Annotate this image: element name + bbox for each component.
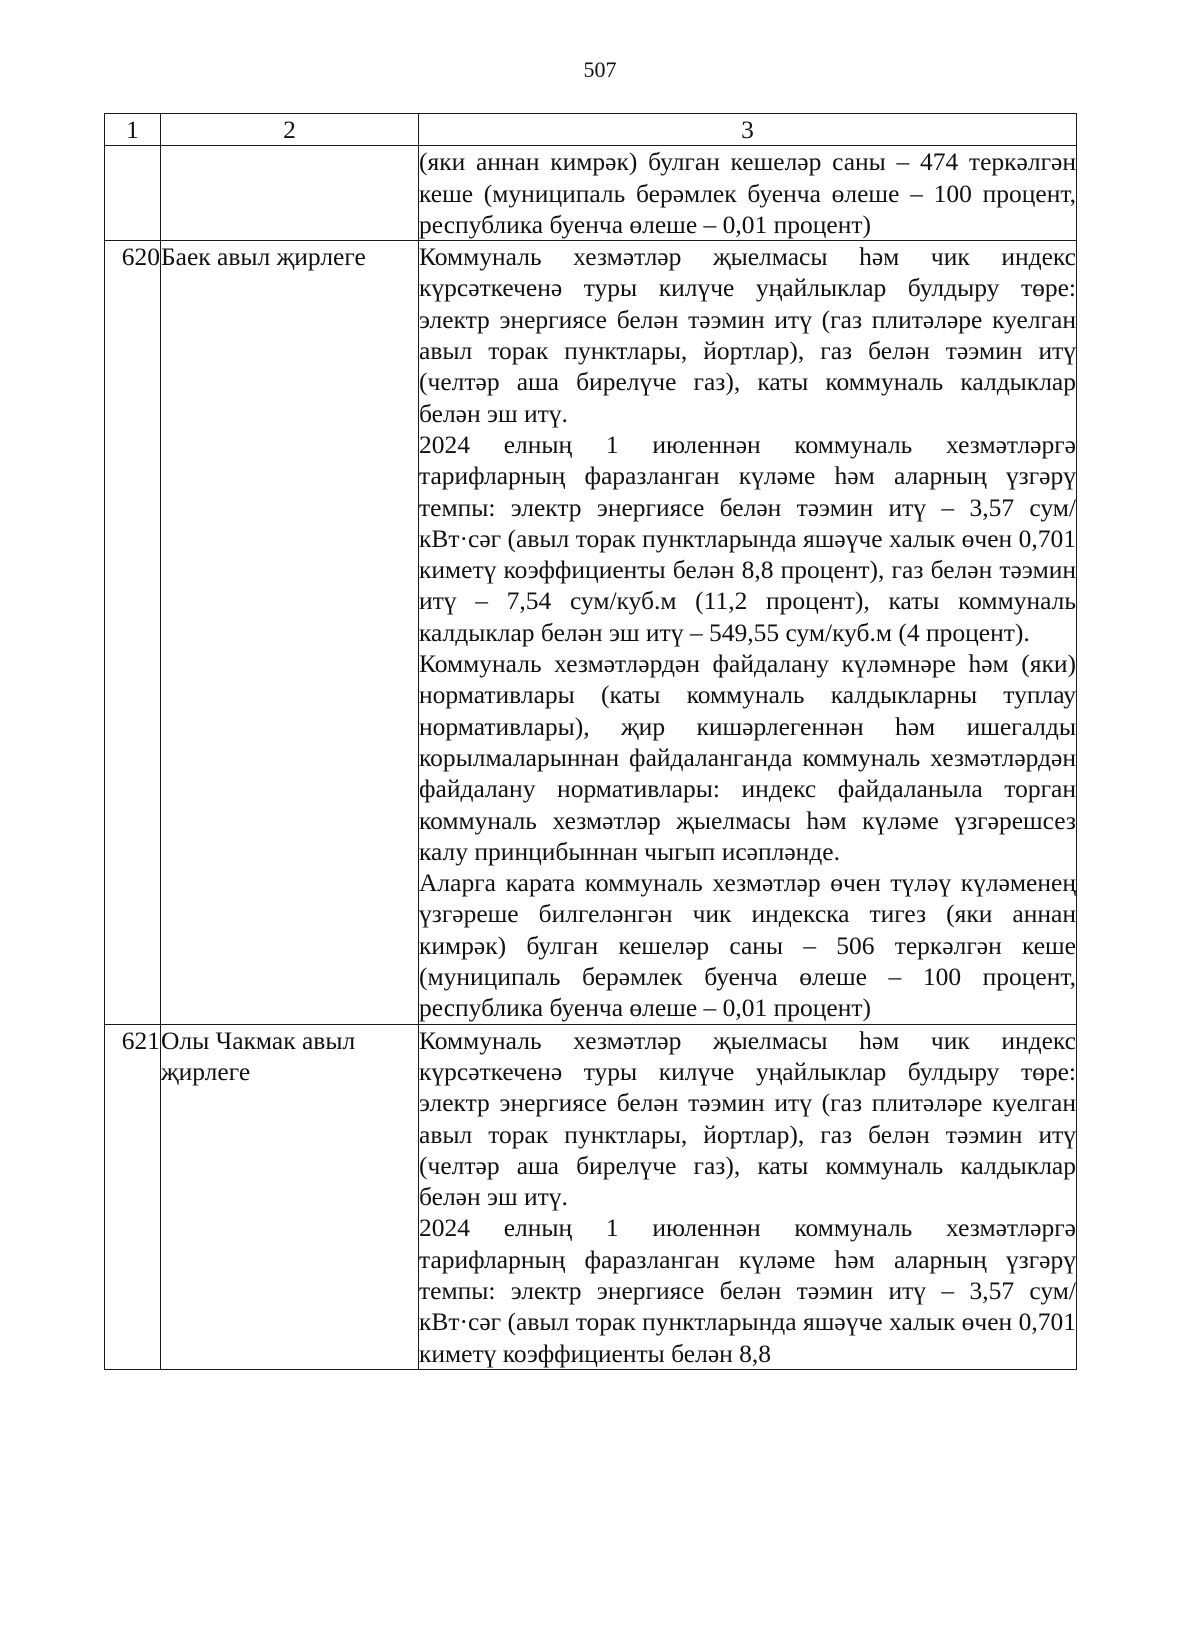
data-table	[104, 113, 1077, 1370]
settlement-name: Баек авыл җирлеге	[161, 241, 419, 1024]
table-row	[105, 241, 1077, 1024]
description-paragraph: 2024 елның 1 июленнән коммуналь хезмәтләргә тарифларның фаразланган күләме һәм аларның үзгәрү темпы: электр энергиясе белән тәэмин итү – 3,57 сум/кВт·сәг (авыл торак пунктларында яшәүче халык өчен 0,701 киметү коэффициенты белән 8,8 процент), газ белән тәэмин итү – 7,54 сум/куб.м (11,2 процент), каты коммуналь калдыклар белән эш итү – 549,55 сум/куб.м (4 процент).	[419, 429, 1076, 647]
settlement-name	[161, 146, 419, 241]
description-cell	[419, 241, 1077, 1024]
table-row	[105, 1024, 1077, 1369]
description-paragraph: Коммуналь хезмәтләр җыелмасы һәм чик индекс күрсәткеченә туры килүче уңайлыклар булдыру төре: электр энергиясе белән тәэмин итү (газ плитәләре куелган авыл торак пунктлары, йортлар), газ белән тәэмин итү (челтәр аша бирелүче газ), каты коммуналь калдыклар белән эш итү.	[419, 242, 1076, 428]
description-paragraph: Коммуналь хезмәтләр җыелмасы һәм чик индекс күрсәткеченә туры килүче уңайлыклар булдыру төре: электр энергиясе белән тәэмин итү (газ плитәләре куелган авыл торак пунктлары, йортлар), газ белән тәэмин итү (челтәр аша бирелүче газ), каты коммуналь калдыклар белән эш итү.	[419, 1025, 1076, 1212]
row-number	[105, 146, 161, 241]
column-header-3: 3	[419, 114, 1077, 146]
description-paragraph: (яки аннан кимрәк) булган кешеләр саны – 474 теркәлгән кеше (муниципаль берәмлек буенча өлеше – 100 процент, республика буенча өлеше – 0,01 процент)	[419, 147, 1076, 239]
row-number: 620	[105, 241, 161, 1024]
description-paragraph: Коммуналь хезмәтләрдән файдалану күләмнәре һәм (яки) нормативлары (каты коммуналь калдыкларны туплау нормативлары), җир кишәрлегеннән һәм ишегалды корылмаларыннан файдаланганда коммуналь хезмәтләрдән файдалану нормативлары: индекс файдаланыла торган коммуналь хезмәтләр җыелмасы һәм күләме үзгәрешсез калу принцибыннан чыгып исәпләнде.	[419, 649, 1076, 866]
description-cell	[419, 146, 1077, 241]
column-header-1: 1	[105, 114, 161, 146]
settlement-name: Олы Чакмак авыл җирлеге	[161, 1024, 419, 1369]
row-number: 621	[105, 1024, 161, 1369]
description-paragraph: Аларга карата коммуналь хезмәтләр өчен түләү күләменең үзгәреше билгеләнгән чик индекска тигез (яки аннан кимрәк) булган кешеләр саны – 506 теркәлгән кеше (муниципаль берәмлек буенча өлеше – 100 процент, республика буенча өлеше – 0,01 процент)	[419, 868, 1076, 1023]
description-paragraph: 2024 елның 1 июленнән коммуналь хезмәтләргә тарифларның фаразланган күләме һәм аларның үзгәрү темпы: электр энергиясе белән тәэмин итү – 3,57 сум/кВт·сәг (авыл торак пунктларында яшәүче халык өчен 0,701 киметү коэффициенты белән 8,8	[419, 1213, 1076, 1368]
column-header-2: 2	[161, 114, 419, 146]
page-number: 507	[583, 57, 617, 82]
table-header-row	[105, 114, 1077, 146]
description-cell	[419, 1024, 1077, 1369]
table-row	[105, 146, 1077, 241]
